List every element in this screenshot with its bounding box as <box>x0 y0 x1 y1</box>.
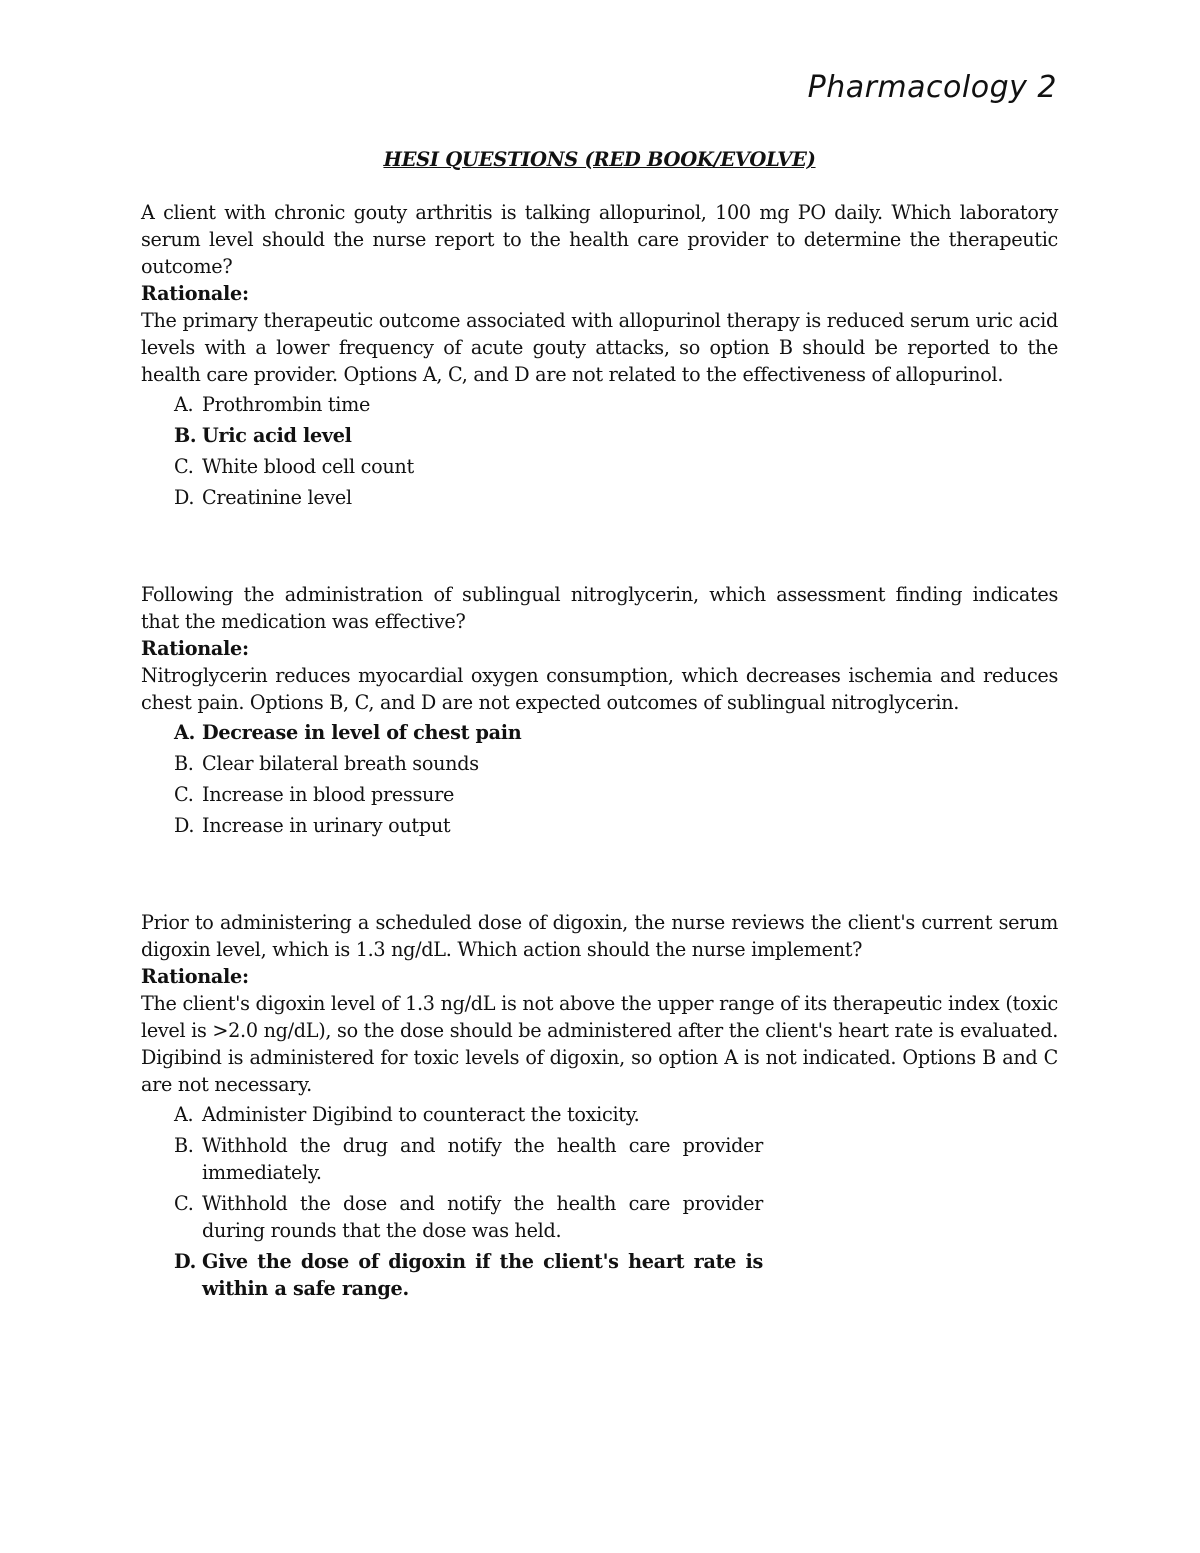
rationale-text: The client's digoxin level of 1.3 ng/dL is not above the upper range of its therapeutic index (toxic level is >2.0 ng/dL), so the dose should be administered after the client's heart rate is evaluated. Digibind is administered for toxic levels of digoxin, so option A is not indicated. Options B and C are not necessary. <box>141 992 1058 1096</box>
option-letter: A. <box>174 393 194 416</box>
answer-option-b-correct <box>174 422 1058 453</box>
answer-option-b <box>174 1132 763 1190</box>
rationale-text: The primary therapeutic outcome associated with allopurinol therapy is reduced serum uric acid levels with a lower frequency of acute gouty attacks, so option B should be reported to the health care provider. Options A, C, and D are not related to the effectiveness of allopurinol. <box>141 309 1058 386</box>
answer-options <box>174 391 1058 515</box>
rationale-label: Rationale: <box>141 282 249 305</box>
option-letter: B. <box>174 424 197 447</box>
rationale-label: Rationale: <box>141 637 249 660</box>
option-letter: B. <box>174 1134 194 1157</box>
option-text: Uric acid level <box>202 424 352 447</box>
question-block-1 <box>141 199 1058 515</box>
option-letter: A. <box>174 1103 194 1126</box>
answer-option-b <box>174 750 1058 781</box>
option-letter: D. <box>174 814 195 837</box>
answer-option-a <box>174 1101 763 1132</box>
option-text: Clear bilateral breath sounds <box>202 752 479 775</box>
answer-option-c <box>174 1190 763 1248</box>
document-title: HESI QUESTIONS (RED BOOK/EVOLVE) <box>383 148 816 171</box>
rationale-label: Rationale: <box>141 965 249 988</box>
answer-option-d <box>174 484 1058 515</box>
option-text: Administer Digibind to counteract the toxicity. <box>202 1103 640 1126</box>
answer-option-a <box>174 391 1058 422</box>
question-block-2 <box>141 581 1058 843</box>
answer-options <box>174 1101 763 1306</box>
option-text: Decrease in level of chest pain <box>202 721 522 744</box>
question-text: Following the administration of sublingual nitroglycerin, which assessment finding indicates that the medication was effective? <box>141 583 1058 633</box>
option-text: Withhold the dose and notify the health care provider during rounds that the dose was held. <box>202 1192 763 1242</box>
answer-option-a-correct <box>174 719 1058 750</box>
answer-option-c <box>174 453 1058 484</box>
option-text: Give the dose of digoxin if the client's heart rate is within a safe range. <box>202 1250 763 1300</box>
answer-option-d <box>174 812 1058 843</box>
question-block-3 <box>141 909 1058 1306</box>
option-text: Creatinine level <box>202 486 352 509</box>
running-header: Pharmacology 2 <box>807 70 1057 105</box>
document-body <box>141 142 1058 1306</box>
answer-options <box>174 719 1058 843</box>
option-text: Increase in blood pressure <box>202 783 455 806</box>
question-text: Prior to administering a scheduled dose of digoxin, the nurse reviews the client's current serum digoxin level, which is 1.3 ng/dL. Which action should the nurse implement? <box>141 911 1058 961</box>
question-text: A client with chronic gouty arthritis is talking allopurinol, 100 mg PO daily. Which laboratory serum level should the nurse report to the health care provider to determine the therapeutic outcome? <box>141 201 1058 278</box>
option-letter: D. <box>174 486 195 509</box>
option-text: Prothrombin time <box>202 393 371 416</box>
rationale-text: Nitroglycerin reduces myocardial oxygen consumption, which decreases ischemia and reduces chest pain. Options B, C, and D are not expected outcomes of sublingual nitroglycerin. <box>141 664 1058 714</box>
option-text: Increase in urinary output <box>202 814 451 837</box>
blank-space <box>141 515 1058 581</box>
option-letter: D. <box>174 1250 197 1273</box>
option-letter: C. <box>174 1192 194 1215</box>
option-letter: B. <box>174 752 194 775</box>
answer-option-d-correct <box>174 1248 763 1306</box>
option-text: Withhold the drug and notify the health care provider immediately. <box>202 1134 763 1184</box>
answer-option-c <box>174 781 1058 812</box>
option-letter: A. <box>174 721 195 744</box>
option-letter: C. <box>174 783 194 806</box>
blank-space <box>141 843 1058 909</box>
option-letter: C. <box>174 455 194 478</box>
option-text: White blood cell count <box>202 455 414 478</box>
